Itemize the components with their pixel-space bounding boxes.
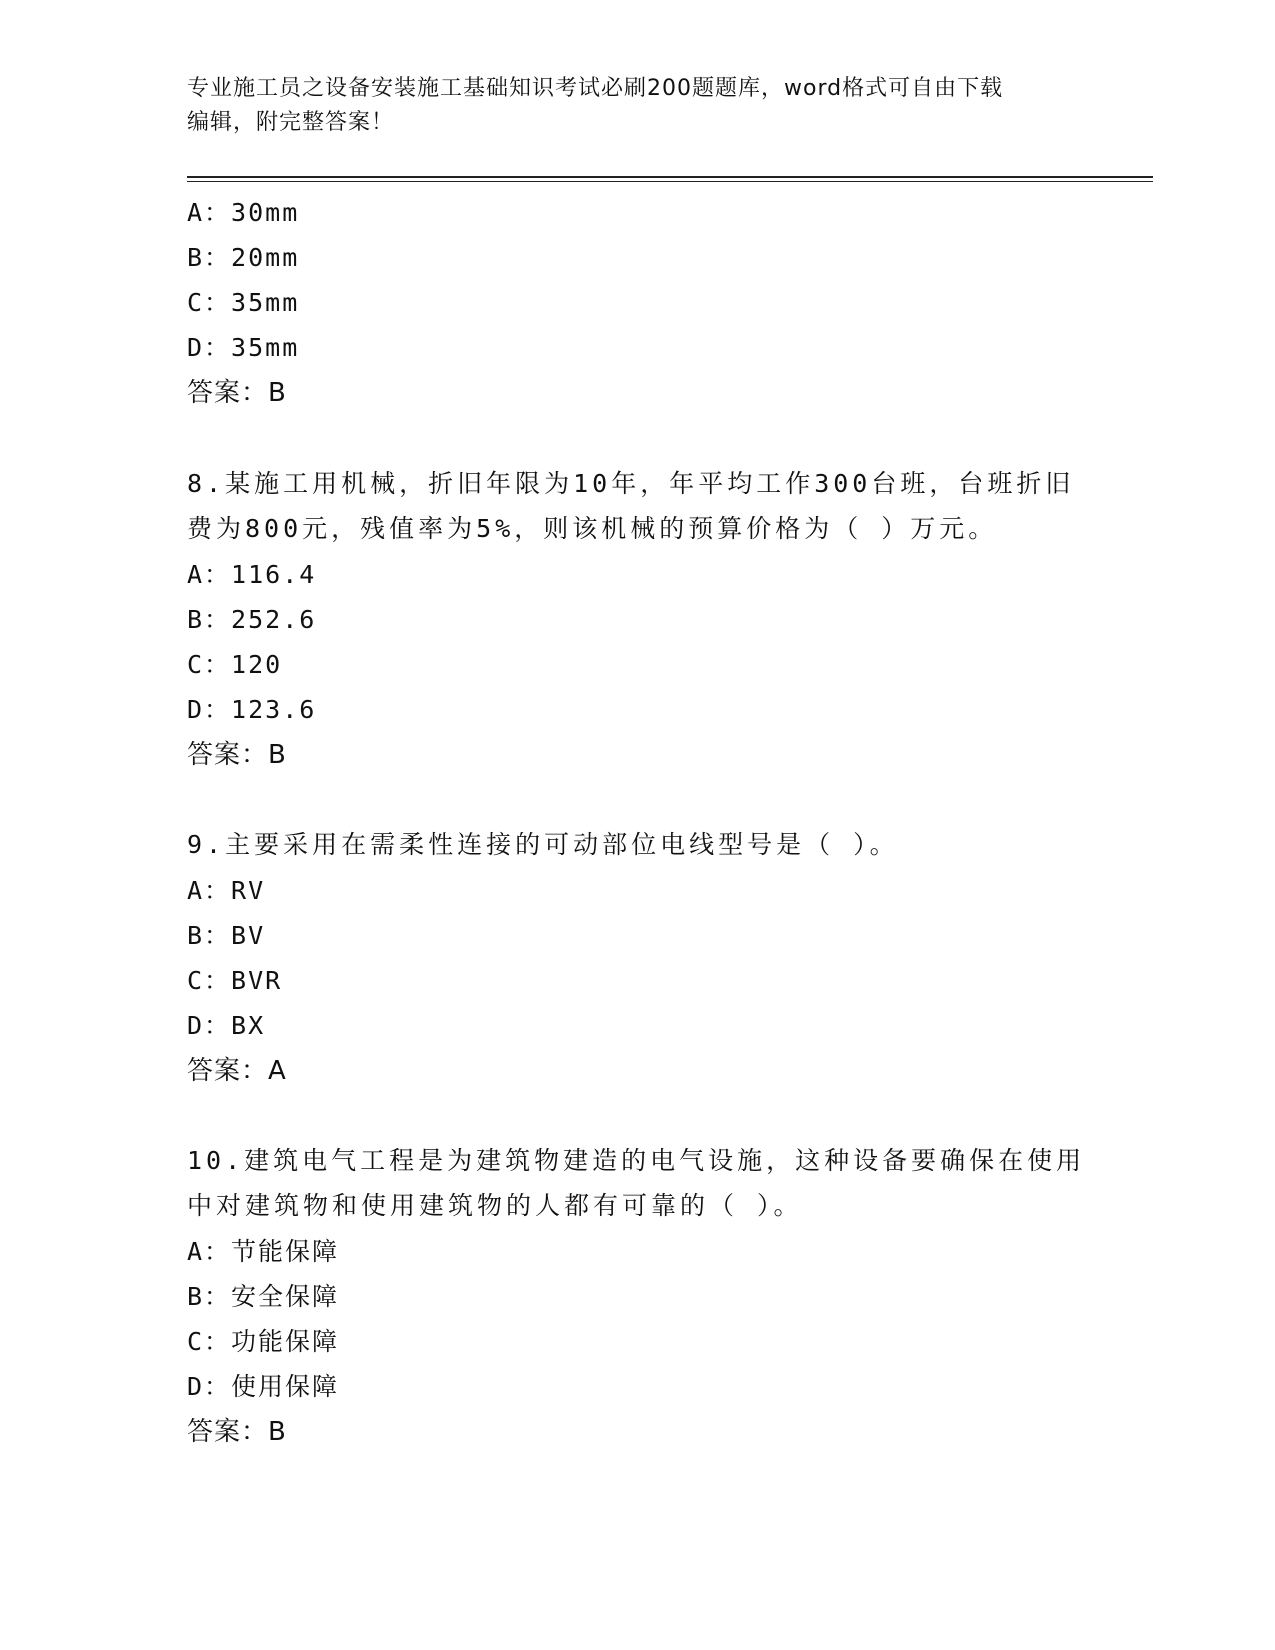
q8-option-b: B：252.6 [187,605,317,634]
q7-option-b: B：20mm [187,243,300,272]
q10-stem-line-1: 10.建筑电气工程是为建筑物建造的电气设施，这种设备要确保在使用 [187,1146,1086,1175]
header-line-2: 编辑，附完整答案！ [187,110,395,135]
header-rule-thin [187,181,1153,182]
header-rule-thick [187,176,1153,178]
q8-option-a: A：116.4 [187,560,317,589]
q9-option-d: D：BX [187,1011,266,1040]
q9-stem-line-1: 9.主要采用在需柔性连接的可动部位电线型号是（ ）。 [187,830,899,859]
document-header [187,72,1067,140]
q10-answer: 答案：B [187,1417,287,1447]
q8-answer: 答案：B [187,740,287,770]
q10-stem-line-2: 中对建筑物和使用建筑物的人都有可靠的（ ）。 [187,1191,803,1220]
q10-option-d: D：使用保障 [187,1372,340,1401]
header-line-1: 专业施工员之设备安装施工基础知识考试必刷200题题库，word格式可自由下载 [187,76,1004,101]
q7-option-a: A：30mm [187,198,300,227]
q9-option-c: C：BVR [187,966,283,995]
q7-option-c: C：35mm [187,288,300,317]
q8-stem-line-2: 费为800元，残值率为5%，则该机械的预算价格为（ ）万元。 [187,514,998,543]
q8-option-d: D：123.6 [187,695,317,724]
q10-option-b: B：安全保障 [187,1282,340,1311]
q10-option-a: A：节能保障 [187,1237,340,1266]
q7-option-d: D：35mm [187,333,300,362]
q9-answer: 答案：A [187,1056,287,1086]
q8-option-c: C：120 [187,650,283,679]
q9-option-a: A：RV [187,876,266,905]
q8-stem-line-1: 8.某施工用机械，折旧年限为10年，年平均工作300台班，台班折旧 [187,469,1075,498]
q7-answer: 答案：B [187,378,287,408]
q9-option-b: B：BV [187,921,266,950]
q10-option-c: C：功能保障 [187,1327,340,1356]
